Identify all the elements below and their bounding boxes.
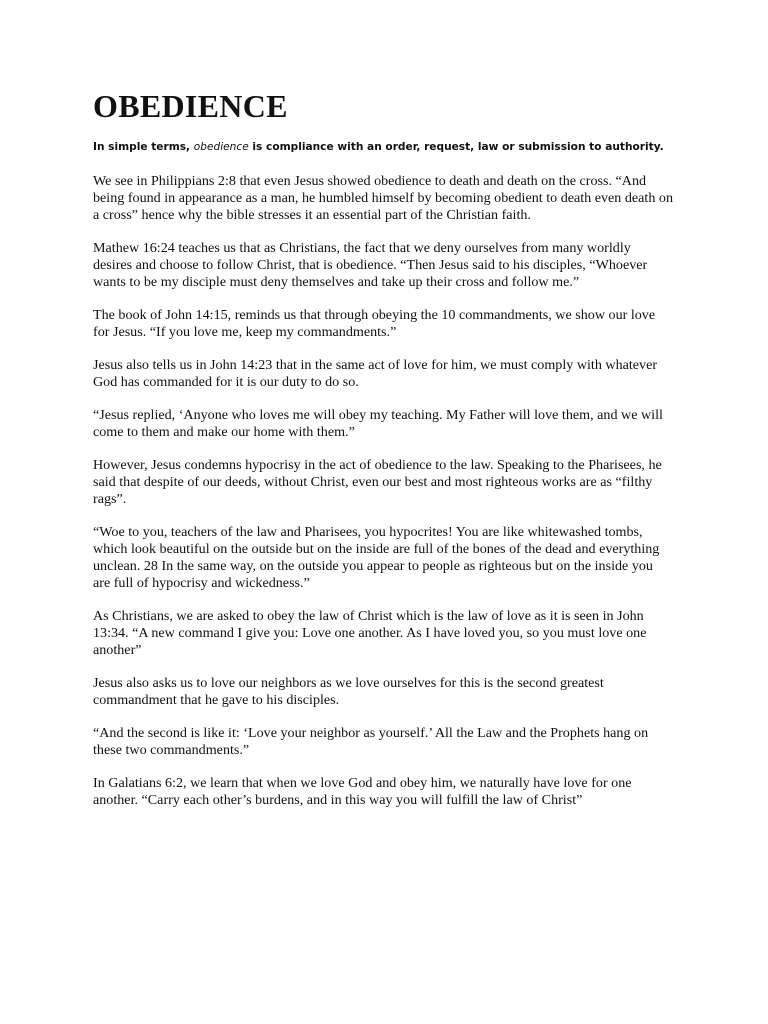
document-title: OBEDIENCE xyxy=(93,88,288,124)
paragraph-john-14-23: Jesus also tells us in John 14:23 that in the same act of love for him, we must comply with whatever God has commanded for it is our duty to do so. xyxy=(93,357,658,390)
paragraph-law-of-christ: As Christians, we are asked to obey the law of Christ which is the law of love as it is seen in John 13:34. “A new command I give you: Love one another. As I have loved you, so you must love one another” xyxy=(93,608,647,658)
definition-prefix: In simple terms, xyxy=(93,141,194,153)
definition-suffix: is compliance with an order, request, law or submission to authority. xyxy=(248,141,664,153)
document-page xyxy=(93,86,673,825)
paragraph-woe-quote: “Woe to you, teachers of the law and Pharisees, you hypocrites! You are like whitewashed tombs, which look beautiful on the outside but on the inside are full of the bones of the dead and everything unclean. 28 In the same way, on the outside you appear to people as righteous but on the inside you are full of hypocrisy and wickedness.” xyxy=(93,524,660,591)
paragraph-love-neighbors: Jesus also asks us to love our neighbors as we love ourselves for this is the second greatest commandment that he gave to his disciples. xyxy=(93,675,604,708)
paragraph-jesus-replied-quote: “Jesus replied, ‘Anyone who loves me will obey my teaching. My Father will love them, and we will come to them and make our home with them.” xyxy=(93,407,663,440)
paragraph-second-commandment-quote: “And the second is like it: ‘Love your neighbor as yourself.’ All the Law and the Prophets hang on these two commandments.” xyxy=(93,725,649,758)
definition-line xyxy=(93,140,673,154)
paragraph-hypocrisy: However, Jesus condemns hypocrisy in the act of obedience to the law. Speaking to the Pharisees, he said that despite of our deeds, without Christ, even our best and most righteous works are as “filthy rags”. xyxy=(93,457,662,507)
paragraph-john-14-15: The book of John 14:15, reminds us that through obeying the 10 commandments, we show our love for Jesus. “If you love me, keep my commandments.” xyxy=(93,307,656,340)
paragraph-mathew: Mathew 16:24 teaches us that as Christians, the fact that we deny ourselves from many worldly desires and choose to follow Christ, that is obedience. “Then Jesus said to his disciples, “Whoever wants to be my disciple must deny themselves and take up their cross and follow me.” xyxy=(93,240,648,290)
definition-term: obedience xyxy=(193,141,249,153)
paragraph-philippians: We see in Philippians 2:8 that even Jesus showed obedience to death and death on the cross. “And being found in appearance as a man, he humbled himself by becoming obedient to death even death on a cross” hence why the bible stresses it an essential part of the Christian faith. xyxy=(93,173,674,223)
paragraph-galatians: In Galatians 6:2, we learn that when we love God and obey him, we naturally have love for one another. “Carry each other’s burdens, and in this way you will fulfill the law of Christ” xyxy=(93,775,632,808)
